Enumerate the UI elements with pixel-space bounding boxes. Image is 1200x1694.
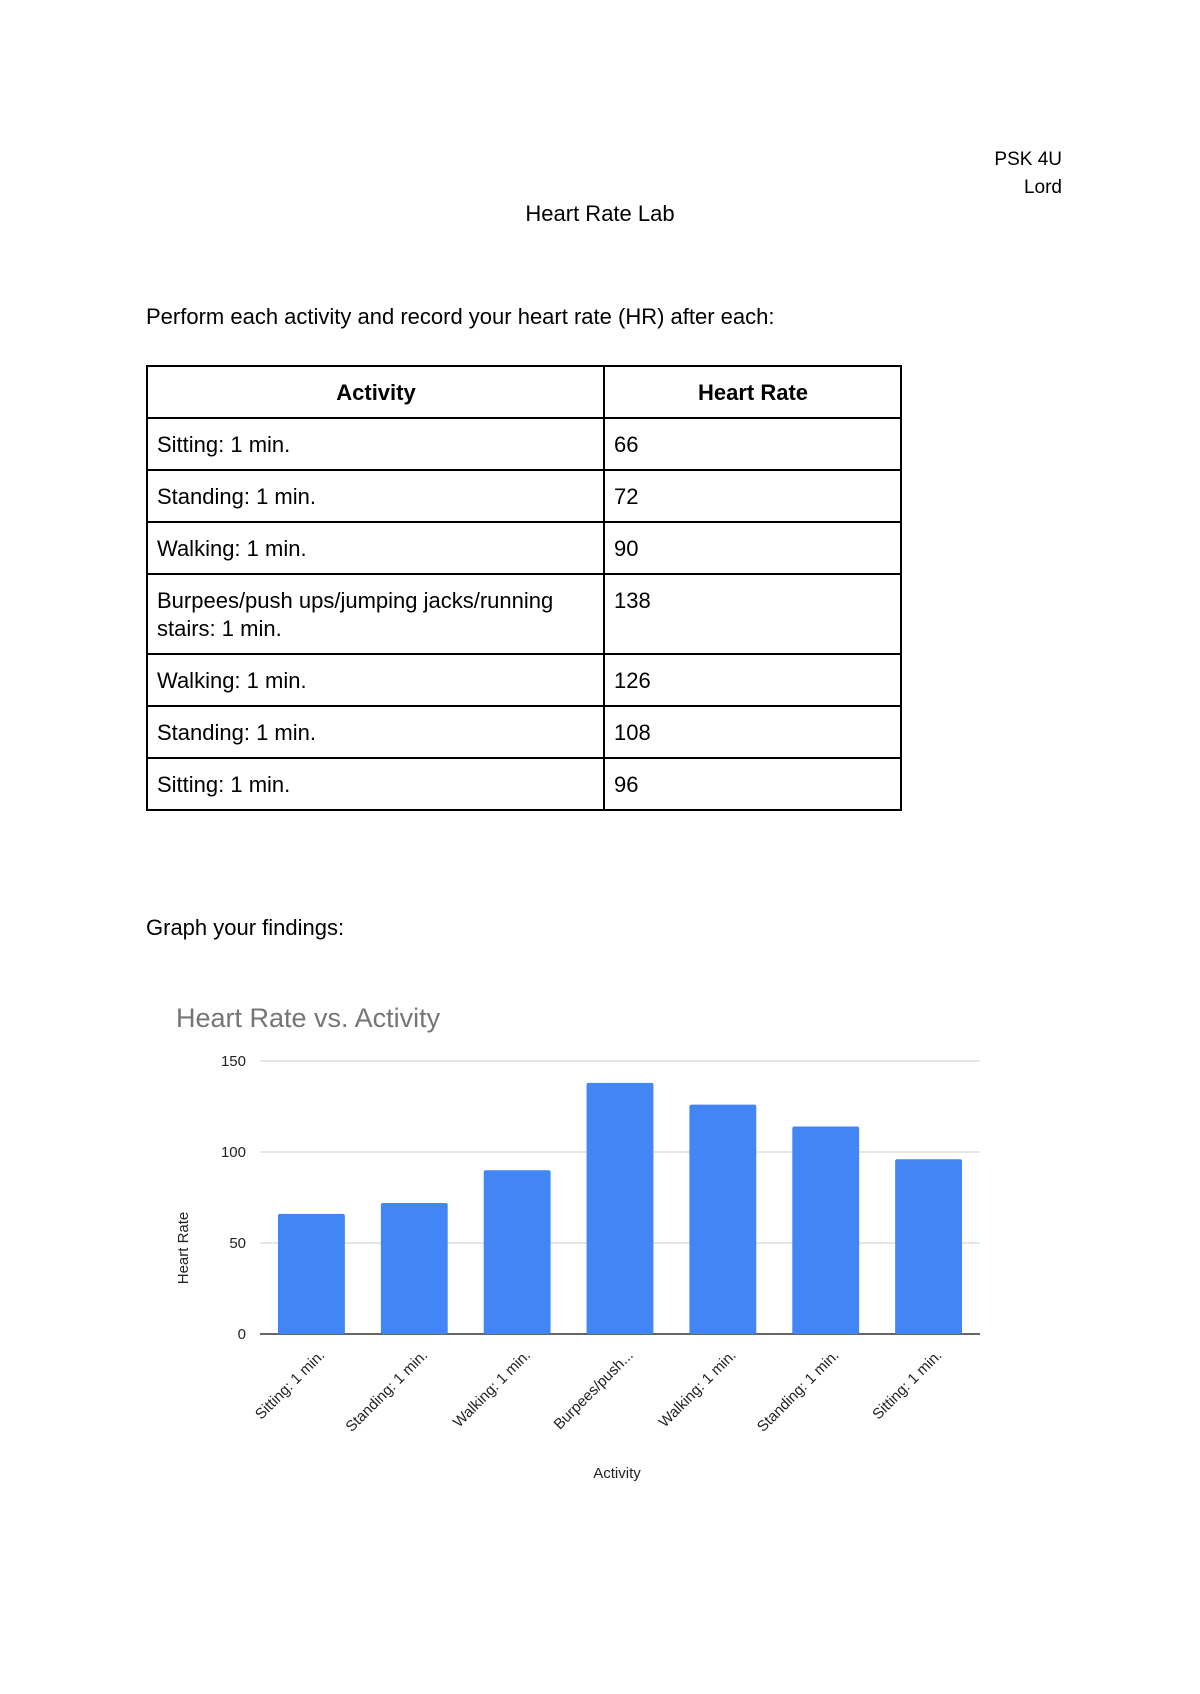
chart-bar bbox=[689, 1105, 756, 1334]
graph-instruction: Graph your findings: bbox=[146, 915, 345, 940]
chart-bar bbox=[792, 1127, 859, 1334]
x-tick-label: Standing: 1 min. bbox=[342, 1346, 432, 1436]
column-header-activity: Activity bbox=[147, 366, 604, 418]
y-tick-label: 100 bbox=[220, 1144, 246, 1161]
chart-title: Heart Rate vs. Activity bbox=[176, 1003, 441, 1033]
activity-cell: Standing: 1 min. bbox=[147, 706, 604, 758]
heart-rate-cell: 138 bbox=[604, 574, 901, 654]
column-header-heart-rate: Heart Rate bbox=[604, 366, 901, 418]
heart-rate-cell: 96 bbox=[604, 758, 901, 810]
activity-cell: Burpees/push ups/jumping jacks/running stairs: 1 min. bbox=[147, 574, 604, 654]
activity-cell: Walking: 1 min. bbox=[147, 654, 604, 706]
chart-bar bbox=[278, 1214, 345, 1334]
activity-cell: Sitting: 1 min. bbox=[147, 418, 604, 470]
chart-x-ticks bbox=[252, 1347, 945, 1436]
heart-rate-cell: 126 bbox=[604, 654, 901, 706]
chart-bars bbox=[278, 1083, 962, 1334]
y-tick-label: 150 bbox=[220, 1053, 246, 1070]
chart-bar bbox=[895, 1159, 962, 1334]
heart-rate-cell: 66 bbox=[604, 418, 901, 470]
heart-rate-cell: 108 bbox=[604, 706, 901, 758]
activity-cell: Walking: 1 min. bbox=[147, 522, 604, 574]
chart-bar bbox=[381, 1203, 448, 1334]
heart-rate-cell: 90 bbox=[604, 522, 901, 574]
document-title: Heart Rate Lab bbox=[525, 201, 675, 226]
course-code: PSK 4U bbox=[994, 149, 1062, 170]
chart-bar bbox=[587, 1083, 654, 1334]
chart-y-ticks bbox=[221, 1053, 246, 1343]
chart-x-axis-label: Activity bbox=[593, 1465, 641, 1482]
x-tick-label: Walking: 1 min. bbox=[655, 1346, 740, 1431]
x-tick-label: Standing: 1 min. bbox=[753, 1346, 843, 1436]
activity-cell: Standing: 1 min. bbox=[147, 470, 604, 522]
chart-bar bbox=[484, 1170, 551, 1334]
y-tick-label: 0 bbox=[237, 1326, 246, 1343]
table-instruction: Perform each activity and record your heart rate (HR) after each: bbox=[146, 304, 775, 329]
y-tick-label: 50 bbox=[229, 1235, 246, 1252]
activity-cell: Sitting: 1 min. bbox=[147, 758, 604, 810]
x-tick-label: Walking: 1 min. bbox=[449, 1346, 534, 1431]
x-tick-label: Burpees/push... bbox=[550, 1346, 637, 1434]
x-tick-label: Sitting: 1 min. bbox=[869, 1346, 946, 1424]
heart-rate-cell: 72 bbox=[604, 470, 901, 522]
teacher-name: Lord bbox=[1023, 177, 1062, 198]
chart-y-axis-label: Heart Rate bbox=[175, 1211, 192, 1285]
x-tick-label: Sitting: 1 min. bbox=[251, 1346, 329, 1424]
